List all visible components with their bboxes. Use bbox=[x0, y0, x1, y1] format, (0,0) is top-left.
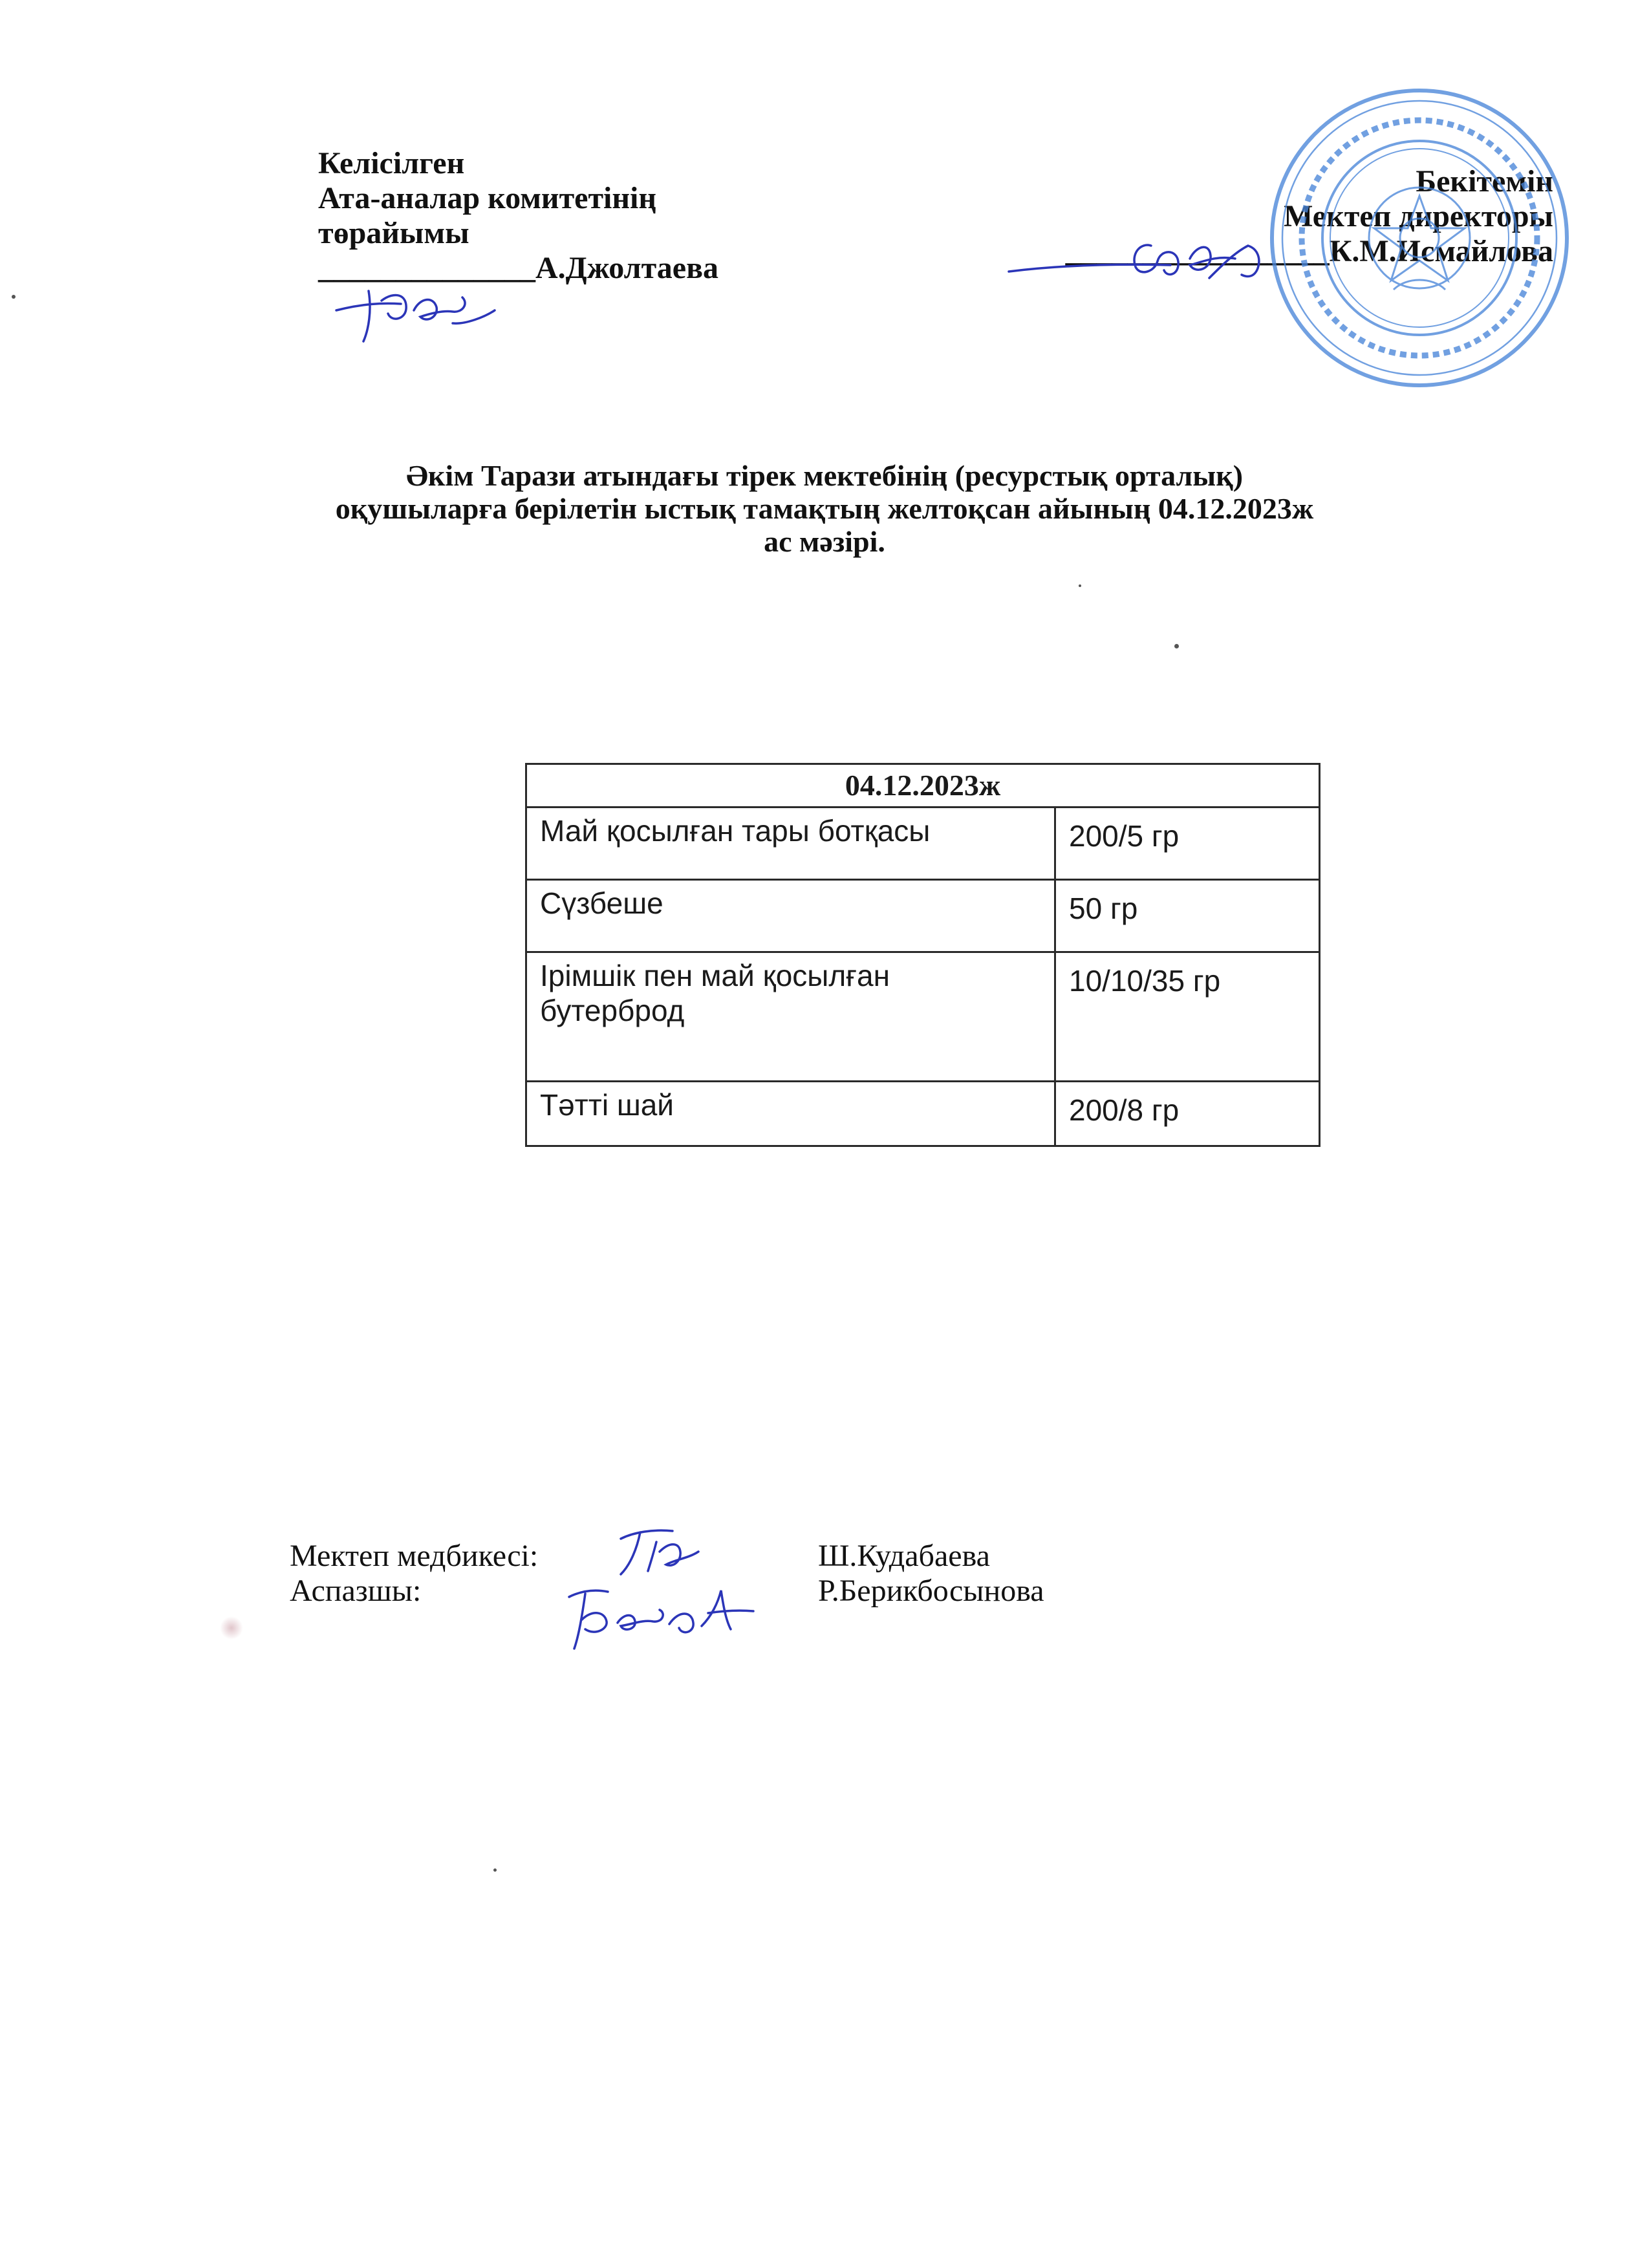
dish-name: Май қосылған тары ботқасы bbox=[526, 808, 1055, 880]
signature-underline: ______________ bbox=[318, 251, 535, 285]
director-label: Мектеп директоры bbox=[1284, 199, 1553, 233]
dish-quantity: 50 гр bbox=[1055, 880, 1320, 952]
nurse-label: Мектеп медбикесі: bbox=[290, 1539, 539, 1573]
table-header-row bbox=[526, 764, 1320, 808]
chairperson-name: А.Джолтаева bbox=[535, 251, 718, 285]
approve-label: Бекітемін bbox=[1416, 164, 1553, 198]
cook-name: Р.Берикбосынова bbox=[818, 1574, 1044, 1608]
menu-table bbox=[525, 763, 1320, 1147]
table-row bbox=[526, 880, 1320, 952]
dish-quantity: 10/10/35 гр bbox=[1055, 952, 1320, 1082]
dish-quantity: 200/5 гр bbox=[1055, 808, 1320, 880]
title-line-1: Әкім Тарази атындағы тірек мектебінің (ресурстық орталық) bbox=[405, 459, 1244, 492]
director-signature bbox=[1002, 220, 1287, 297]
signature-underline: _________________ bbox=[1065, 234, 1330, 268]
chairperson-signature bbox=[323, 265, 504, 349]
chairperson-label: төрайымы bbox=[318, 216, 469, 250]
title-line-3: ас мәзірі. bbox=[764, 525, 885, 558]
director-name: К.М.Исмайлова bbox=[1329, 234, 1553, 268]
cook-signature bbox=[556, 1565, 770, 1662]
cook-label: Аспазшы: bbox=[290, 1574, 422, 1608]
dish-quantity: 200/8 гр bbox=[1055, 1082, 1320, 1146]
table-row bbox=[526, 808, 1320, 880]
dish-name: Тәтті шай bbox=[526, 1082, 1055, 1146]
table-row bbox=[526, 952, 1320, 1082]
table-row bbox=[526, 1082, 1320, 1146]
dish-name: Ірімшік пен май қосылған бутерброд bbox=[526, 952, 1055, 1082]
document-title bbox=[0, 459, 1649, 558]
scan-speck bbox=[493, 1868, 497, 1872]
nurse-name: Ш.Кудабаева bbox=[818, 1539, 990, 1573]
scan-speck bbox=[1079, 584, 1081, 587]
dish-name: Сүзбеше bbox=[526, 880, 1055, 952]
agreed-label: Келісілген bbox=[318, 146, 465, 180]
scan-speck bbox=[12, 295, 16, 299]
official-stamp-icon bbox=[1264, 83, 1575, 393]
menu-date-header: 04.12.2023ж bbox=[526, 764, 1320, 808]
scan-speck bbox=[1174, 644, 1179, 648]
scan-blot bbox=[220, 1616, 243, 1640]
title-line-2: оқушыларға берілетін ыстық тамақтың желтоқсан айының 04.12.2023ж bbox=[335, 492, 1314, 525]
committee-label: Ата-аналар комитетінің bbox=[318, 181, 657, 215]
